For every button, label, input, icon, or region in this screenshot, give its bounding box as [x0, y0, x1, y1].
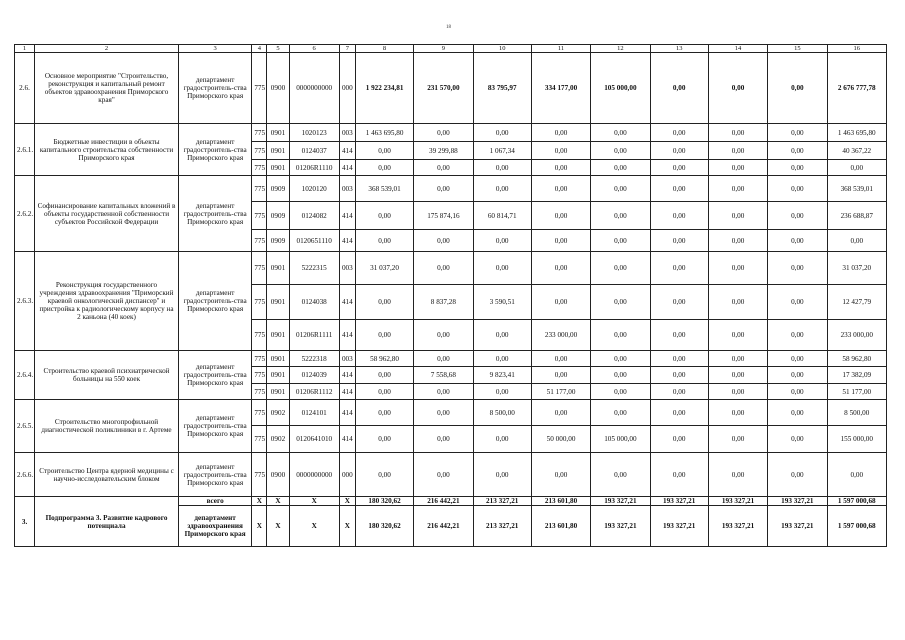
value-cell: 0,00 — [708, 351, 767, 367]
value-cell: 58 962,80 — [355, 351, 413, 367]
value-cell: 58 962,80 — [827, 351, 886, 367]
code-cell: 0901 — [267, 351, 289, 367]
value-cell: 1 922 234,81 — [355, 53, 413, 124]
value-cell: 175 874,16 — [414, 202, 473, 230]
value-cell: 12 427,79 — [827, 285, 886, 320]
value-cell: 40 367,22 — [827, 142, 886, 160]
value-cell: 1 463 695,80 — [355, 124, 413, 142]
value-cell: 1 463 695,80 — [827, 124, 886, 142]
value-cell: 0,00 — [650, 142, 708, 160]
value-cell: 155 000,00 — [827, 426, 886, 453]
value-cell: 0,00 — [768, 384, 827, 400]
value-cell: 0,00 — [473, 160, 531, 176]
value-cell: 0,00 — [531, 230, 590, 252]
value-cell: 0,00 — [768, 230, 827, 252]
code-cell: 775 — [252, 384, 267, 400]
value-cell: 233 000,00 — [531, 320, 590, 351]
code-cell: 775 — [252, 230, 267, 252]
code-cell: 414 — [339, 285, 355, 320]
value-cell: 0,00 — [650, 351, 708, 367]
value-cell: 0,00 — [768, 320, 827, 351]
header-cell: 1 — [15, 45, 35, 53]
value-cell: 193 327,21 — [650, 506, 708, 547]
value-cell: 0,00 — [531, 202, 590, 230]
value-cell: 0,00 — [355, 384, 413, 400]
code-cell: 0000000000 — [289, 453, 339, 497]
code-cell: 775 — [252, 124, 267, 142]
value-cell: 0,00 — [591, 351, 650, 367]
code-cell: 0124037 — [289, 142, 339, 160]
value-cell: 0,00 — [414, 320, 473, 351]
value-cell: 0,00 — [473, 176, 531, 202]
code-cell: 414 — [339, 230, 355, 252]
row-number: 2.6.3. — [15, 252, 35, 351]
code-cell: 0902 — [267, 400, 289, 426]
value-cell: 51 177,00 — [531, 384, 590, 400]
value-cell: 193 327,21 — [591, 506, 650, 547]
value-cell: 0,00 — [768, 142, 827, 160]
value-cell: 0,00 — [708, 384, 767, 400]
value-cell: 3 590,51 — [473, 285, 531, 320]
activity-name: Строительство многопрофильной диагностической поликлиники в г. Артеме — [35, 400, 179, 453]
value-cell: 216 442,21 — [414, 506, 473, 547]
row-number: 3. — [15, 497, 35, 547]
code-cell: X — [267, 497, 289, 506]
value-cell: 7 558,68 — [414, 367, 473, 384]
value-cell: 0,00 — [768, 285, 827, 320]
value-cell: 105 000,00 — [591, 53, 650, 124]
code-cell: X — [267, 506, 289, 547]
value-cell: 17 382,09 — [827, 367, 886, 384]
value-cell: 105 000,00 — [591, 426, 650, 453]
value-cell: 0,00 — [414, 252, 473, 285]
header-cell: 8 — [355, 45, 413, 53]
table-row — [15, 453, 887, 497]
value-cell: 0,00 — [650, 384, 708, 400]
code-cell: 775 — [252, 285, 267, 320]
code-cell: 0901 — [267, 252, 289, 285]
code-cell: 775 — [252, 351, 267, 367]
value-cell: 0,00 — [473, 230, 531, 252]
value-cell: 0,00 — [827, 453, 886, 497]
value-cell: 0,00 — [708, 160, 767, 176]
code-cell: 0901 — [267, 160, 289, 176]
code-cell: 0901 — [267, 384, 289, 400]
department: департамент градостроитель-ства Приморского края — [178, 176, 251, 252]
value-cell: 50 000,00 — [531, 426, 590, 453]
value-cell: 0,00 — [473, 453, 531, 497]
value-cell: 0,00 — [768, 124, 827, 142]
value-cell: 180 320,62 — [355, 506, 413, 547]
department: департамент здравоохранения Приморского края — [178, 506, 251, 547]
value-cell: 1 597 000,68 — [827, 506, 886, 547]
value-cell: 0,00 — [355, 230, 413, 252]
value-cell: 0,00 — [591, 202, 650, 230]
code-cell: 414 — [339, 160, 355, 176]
row-number: 2.6.6. — [15, 453, 35, 497]
value-cell: 213 601,80 — [531, 506, 590, 547]
row-number: 2.6.5. — [15, 400, 35, 453]
code-cell: 0120651110 — [289, 230, 339, 252]
department: департамент градостроитель-ства Приморского края — [178, 252, 251, 351]
value-cell: 0,00 — [414, 453, 473, 497]
value-cell: 0,00 — [591, 320, 650, 351]
header-cell: 6 — [289, 45, 339, 53]
value-cell: 51 177,00 — [827, 384, 886, 400]
value-cell: 0,00 — [708, 252, 767, 285]
value-cell: 8 500,00 — [473, 400, 531, 426]
code-cell: 414 — [339, 367, 355, 384]
value-cell: 0,00 — [768, 400, 827, 426]
code-cell: 5222318 — [289, 351, 339, 367]
code-cell: 414 — [339, 202, 355, 230]
value-cell: 193 327,21 — [591, 497, 650, 506]
activity-name: Основное мероприятие "Строительство, реконструкция и капитальный ремонт объектов здравоохранения Приморского края" — [35, 53, 179, 124]
value-cell: 0,00 — [355, 285, 413, 320]
department: департамент градостроитель-ства Приморского края — [178, 124, 251, 176]
code-cell: 775 — [252, 252, 267, 285]
code-cell: 775 — [252, 453, 267, 497]
code-cell: 414 — [339, 400, 355, 426]
code-cell: 775 — [252, 142, 267, 160]
value-cell: 0,00 — [414, 160, 473, 176]
value-cell: 0,00 — [531, 252, 590, 285]
value-cell: 334 177,00 — [531, 53, 590, 124]
value-cell: 0,00 — [531, 124, 590, 142]
code-cell: 0909 — [267, 202, 289, 230]
value-cell: 0,00 — [414, 176, 473, 202]
value-cell: 0,00 — [531, 176, 590, 202]
code-cell: 414 — [339, 142, 355, 160]
row-number: 2.6.2. — [15, 176, 35, 252]
value-cell: 0,00 — [768, 160, 827, 176]
value-cell: 0,00 — [708, 53, 767, 124]
header-cell: 10 — [473, 45, 531, 53]
value-cell: 0,00 — [768, 202, 827, 230]
value-cell: 0,00 — [650, 124, 708, 142]
department: департамент градостроитель-ства Приморского края — [178, 400, 251, 453]
code-cell: 775 — [252, 400, 267, 426]
value-cell: 0,00 — [768, 367, 827, 384]
value-cell: 0,00 — [650, 230, 708, 252]
value-cell: 213 327,21 — [473, 497, 531, 506]
value-cell: 0,00 — [473, 320, 531, 351]
code-cell: 0901 — [267, 142, 289, 160]
value-cell: 1 597 000,68 — [827, 497, 886, 506]
code-cell: 003 — [339, 176, 355, 202]
budget-table — [14, 44, 887, 547]
value-cell: 0,00 — [650, 426, 708, 453]
department: департамент градостроитель-ства Приморского края — [178, 53, 251, 124]
value-cell: 0,00 — [708, 142, 767, 160]
code-cell: 775 — [252, 202, 267, 230]
value-cell: 193 327,21 — [708, 506, 767, 547]
code-cell: 1020120 — [289, 176, 339, 202]
code-cell: 5222315 — [289, 252, 339, 285]
value-cell: 0,00 — [414, 351, 473, 367]
value-cell: 0,00 — [708, 202, 767, 230]
code-cell: 775 — [252, 176, 267, 202]
code-cell: X — [339, 506, 355, 547]
value-cell: 0,00 — [650, 202, 708, 230]
code-cell: 0900 — [267, 453, 289, 497]
code-cell: 775 — [252, 53, 267, 124]
value-cell: 0,00 — [414, 384, 473, 400]
code-cell: 414 — [339, 426, 355, 453]
value-cell: 0,00 — [355, 426, 413, 453]
value-cell: 0,00 — [414, 230, 473, 252]
value-cell: 0,00 — [708, 426, 767, 453]
value-cell: 368 539,01 — [355, 176, 413, 202]
value-cell: 0,00 — [591, 285, 650, 320]
value-cell: 0,00 — [414, 124, 473, 142]
value-cell: 0,00 — [650, 53, 708, 124]
code-cell: 0901 — [267, 285, 289, 320]
activity-name: Строительство Центра ядерной медицины с научно-исследовательским блоком — [35, 453, 179, 497]
row-number: 2.6.4. — [15, 351, 35, 400]
value-cell: 0,00 — [531, 160, 590, 176]
code-cell: 01206R1111 — [289, 320, 339, 351]
value-cell: 0,00 — [708, 285, 767, 320]
value-cell: 0,00 — [591, 124, 650, 142]
value-cell: 60 814,71 — [473, 202, 531, 230]
table-row — [15, 497, 887, 506]
value-cell: 0,00 — [650, 320, 708, 351]
value-cell: 0,00 — [650, 400, 708, 426]
value-cell: 0,00 — [650, 285, 708, 320]
value-cell: 0,00 — [355, 142, 413, 160]
value-cell: 0,00 — [591, 230, 650, 252]
value-cell: 0,00 — [708, 320, 767, 351]
code-cell: 775 — [252, 426, 267, 453]
code-cell: 414 — [339, 320, 355, 351]
value-cell: 213 601,80 — [531, 497, 590, 506]
table-row — [15, 252, 887, 285]
code-cell: 01206R1112 — [289, 384, 339, 400]
value-cell: 0,00 — [708, 124, 767, 142]
value-cell: 0,00 — [708, 230, 767, 252]
value-cell: 0,00 — [473, 124, 531, 142]
value-cell: 368 539,01 — [827, 176, 886, 202]
value-cell: 8 500,00 — [827, 400, 886, 426]
value-cell: 0,00 — [768, 252, 827, 285]
code-cell: 0000000000 — [289, 53, 339, 124]
column-number-header — [15, 45, 887, 53]
value-cell: 0,00 — [768, 176, 827, 202]
value-cell: 180 320,62 — [355, 497, 413, 506]
value-cell: 0,00 — [473, 351, 531, 367]
table-row — [15, 53, 887, 124]
value-cell: 83 795,97 — [473, 53, 531, 124]
page-number: 18 — [446, 25, 451, 30]
code-cell: 0901 — [267, 367, 289, 384]
value-cell: 0,00 — [591, 384, 650, 400]
value-cell: 0,00 — [768, 351, 827, 367]
value-cell: 0,00 — [591, 160, 650, 176]
value-cell: 0,00 — [650, 367, 708, 384]
value-cell: 236 688,87 — [827, 202, 886, 230]
header-cell: 9 — [414, 45, 473, 53]
value-cell: 8 837,28 — [414, 285, 473, 320]
activity-name: Софинансирование капитальных вложений в объекты государственной собственности субъектов Российской Федерации — [35, 176, 179, 252]
value-cell: 193 327,21 — [708, 497, 767, 506]
value-cell: 0,00 — [768, 53, 827, 124]
value-cell: 0,00 — [355, 453, 413, 497]
value-cell: 39 299,88 — [414, 142, 473, 160]
code-cell: 003 — [339, 351, 355, 367]
code-cell: 003 — [339, 124, 355, 142]
value-cell: 0,00 — [708, 367, 767, 384]
header-cell: 16 — [827, 45, 886, 53]
code-cell: 1020123 — [289, 124, 339, 142]
code-cell: 0909 — [267, 176, 289, 202]
code-cell: 003 — [339, 252, 355, 285]
value-cell: 0,00 — [355, 400, 413, 426]
value-cell: 0,00 — [827, 160, 886, 176]
value-cell: 0,00 — [650, 252, 708, 285]
value-cell: 193 327,21 — [650, 497, 708, 506]
activity-name: Строительство краевой психиатрической больницы на 550 коек — [35, 351, 179, 400]
code-cell: 0900 — [267, 53, 289, 124]
header-cell: 2 — [35, 45, 179, 53]
value-cell: 0,00 — [473, 426, 531, 453]
code-cell: 775 — [252, 367, 267, 384]
value-cell: 0,00 — [414, 400, 473, 426]
value-cell: 31 037,20 — [827, 252, 886, 285]
value-cell: 233 000,00 — [827, 320, 886, 351]
value-cell: 0,00 — [591, 252, 650, 285]
value-cell: 0,00 — [531, 367, 590, 384]
value-cell: 0,00 — [531, 142, 590, 160]
value-cell: 0,00 — [591, 400, 650, 426]
value-cell: 0,00 — [531, 453, 590, 497]
value-cell: 0,00 — [650, 160, 708, 176]
value-cell: 0,00 — [768, 426, 827, 453]
code-cell: 775 — [252, 160, 267, 176]
table-row — [15, 176, 887, 202]
code-cell: 775 — [252, 320, 267, 351]
value-cell: 0,00 — [708, 400, 767, 426]
header-cell: 14 — [708, 45, 767, 53]
row-number: 2.6. — [15, 53, 35, 124]
code-cell: 000 — [339, 53, 355, 124]
value-cell: 0,00 — [531, 400, 590, 426]
code-cell: 0901 — [267, 124, 289, 142]
activity-name: Бюджетные инвестиции в объекты капитального строительства собственности Приморского края — [35, 124, 179, 176]
value-cell: 0,00 — [355, 160, 413, 176]
row-number: 2.6.1. — [15, 124, 35, 176]
header-cell: 5 — [267, 45, 289, 53]
table-row — [15, 351, 887, 367]
value-cell: 2 676 777,78 — [827, 53, 886, 124]
activity-name: Реконструкция государственного учреждения здравоохранения "Приморский краевой онкологический диспансер" и пристройка к радиологическому корпусу на 2 каньона (40 коек) — [35, 252, 179, 351]
value-cell: 0,00 — [591, 176, 650, 202]
header-cell: 7 — [339, 45, 355, 53]
value-cell: 0,00 — [650, 176, 708, 202]
code-cell: X — [339, 497, 355, 506]
subprogram-name: Подпрограмма 3. Развитие кадрового потенциала — [35, 497, 179, 547]
value-cell: 0,00 — [531, 351, 590, 367]
code-cell: 0120641010 — [289, 426, 339, 453]
table-row — [15, 400, 887, 426]
value-cell: 0,00 — [650, 453, 708, 497]
value-cell: 31 037,20 — [355, 252, 413, 285]
code-cell: 0124082 — [289, 202, 339, 230]
value-cell: 0,00 — [355, 202, 413, 230]
value-cell: 0,00 — [414, 426, 473, 453]
value-cell: 0,00 — [591, 367, 650, 384]
code-cell: 0909 — [267, 230, 289, 252]
value-cell: 0,00 — [355, 320, 413, 351]
total-label: всего — [178, 497, 251, 506]
value-cell: 0,00 — [708, 176, 767, 202]
code-cell: X — [289, 506, 339, 547]
value-cell: 231 570,00 — [414, 53, 473, 124]
value-cell: 0,00 — [473, 252, 531, 285]
header-cell: 3 — [178, 45, 251, 53]
value-cell: 0,00 — [473, 384, 531, 400]
value-cell: 0,00 — [591, 453, 650, 497]
code-cell: X — [252, 506, 267, 547]
value-cell: 0,00 — [768, 453, 827, 497]
value-cell: 1 067,34 — [473, 142, 531, 160]
code-cell: 01206R1110 — [289, 160, 339, 176]
value-cell: 0,00 — [591, 142, 650, 160]
header-cell: 4 — [252, 45, 267, 53]
code-cell: 000 — [339, 453, 355, 497]
header-cell: 15 — [768, 45, 827, 53]
code-cell: 0124039 — [289, 367, 339, 384]
code-cell: 0902 — [267, 426, 289, 453]
value-cell: 193 327,21 — [768, 506, 827, 547]
code-cell: X — [289, 497, 339, 506]
code-cell: X — [252, 497, 267, 506]
value-cell: 0,00 — [531, 285, 590, 320]
department: департамент градостроитель-ства Приморского края — [178, 351, 251, 400]
value-cell: 0,00 — [355, 367, 413, 384]
code-cell: 0901 — [267, 320, 289, 351]
value-cell: 213 327,21 — [473, 506, 531, 547]
value-cell: 9 823,41 — [473, 367, 531, 384]
code-cell: 414 — [339, 384, 355, 400]
value-cell: 0,00 — [827, 230, 886, 252]
code-cell: 0124101 — [289, 400, 339, 426]
code-cell: 0124038 — [289, 285, 339, 320]
value-cell: 0,00 — [708, 453, 767, 497]
header-cell: 11 — [531, 45, 590, 53]
header-cell: 13 — [650, 45, 708, 53]
table-row — [15, 124, 887, 142]
value-cell: 193 327,21 — [768, 497, 827, 506]
value-cell: 216 442,21 — [414, 497, 473, 506]
department: департамент градостроитель-ства Приморского края — [178, 453, 251, 497]
header-cell: 12 — [591, 45, 650, 53]
